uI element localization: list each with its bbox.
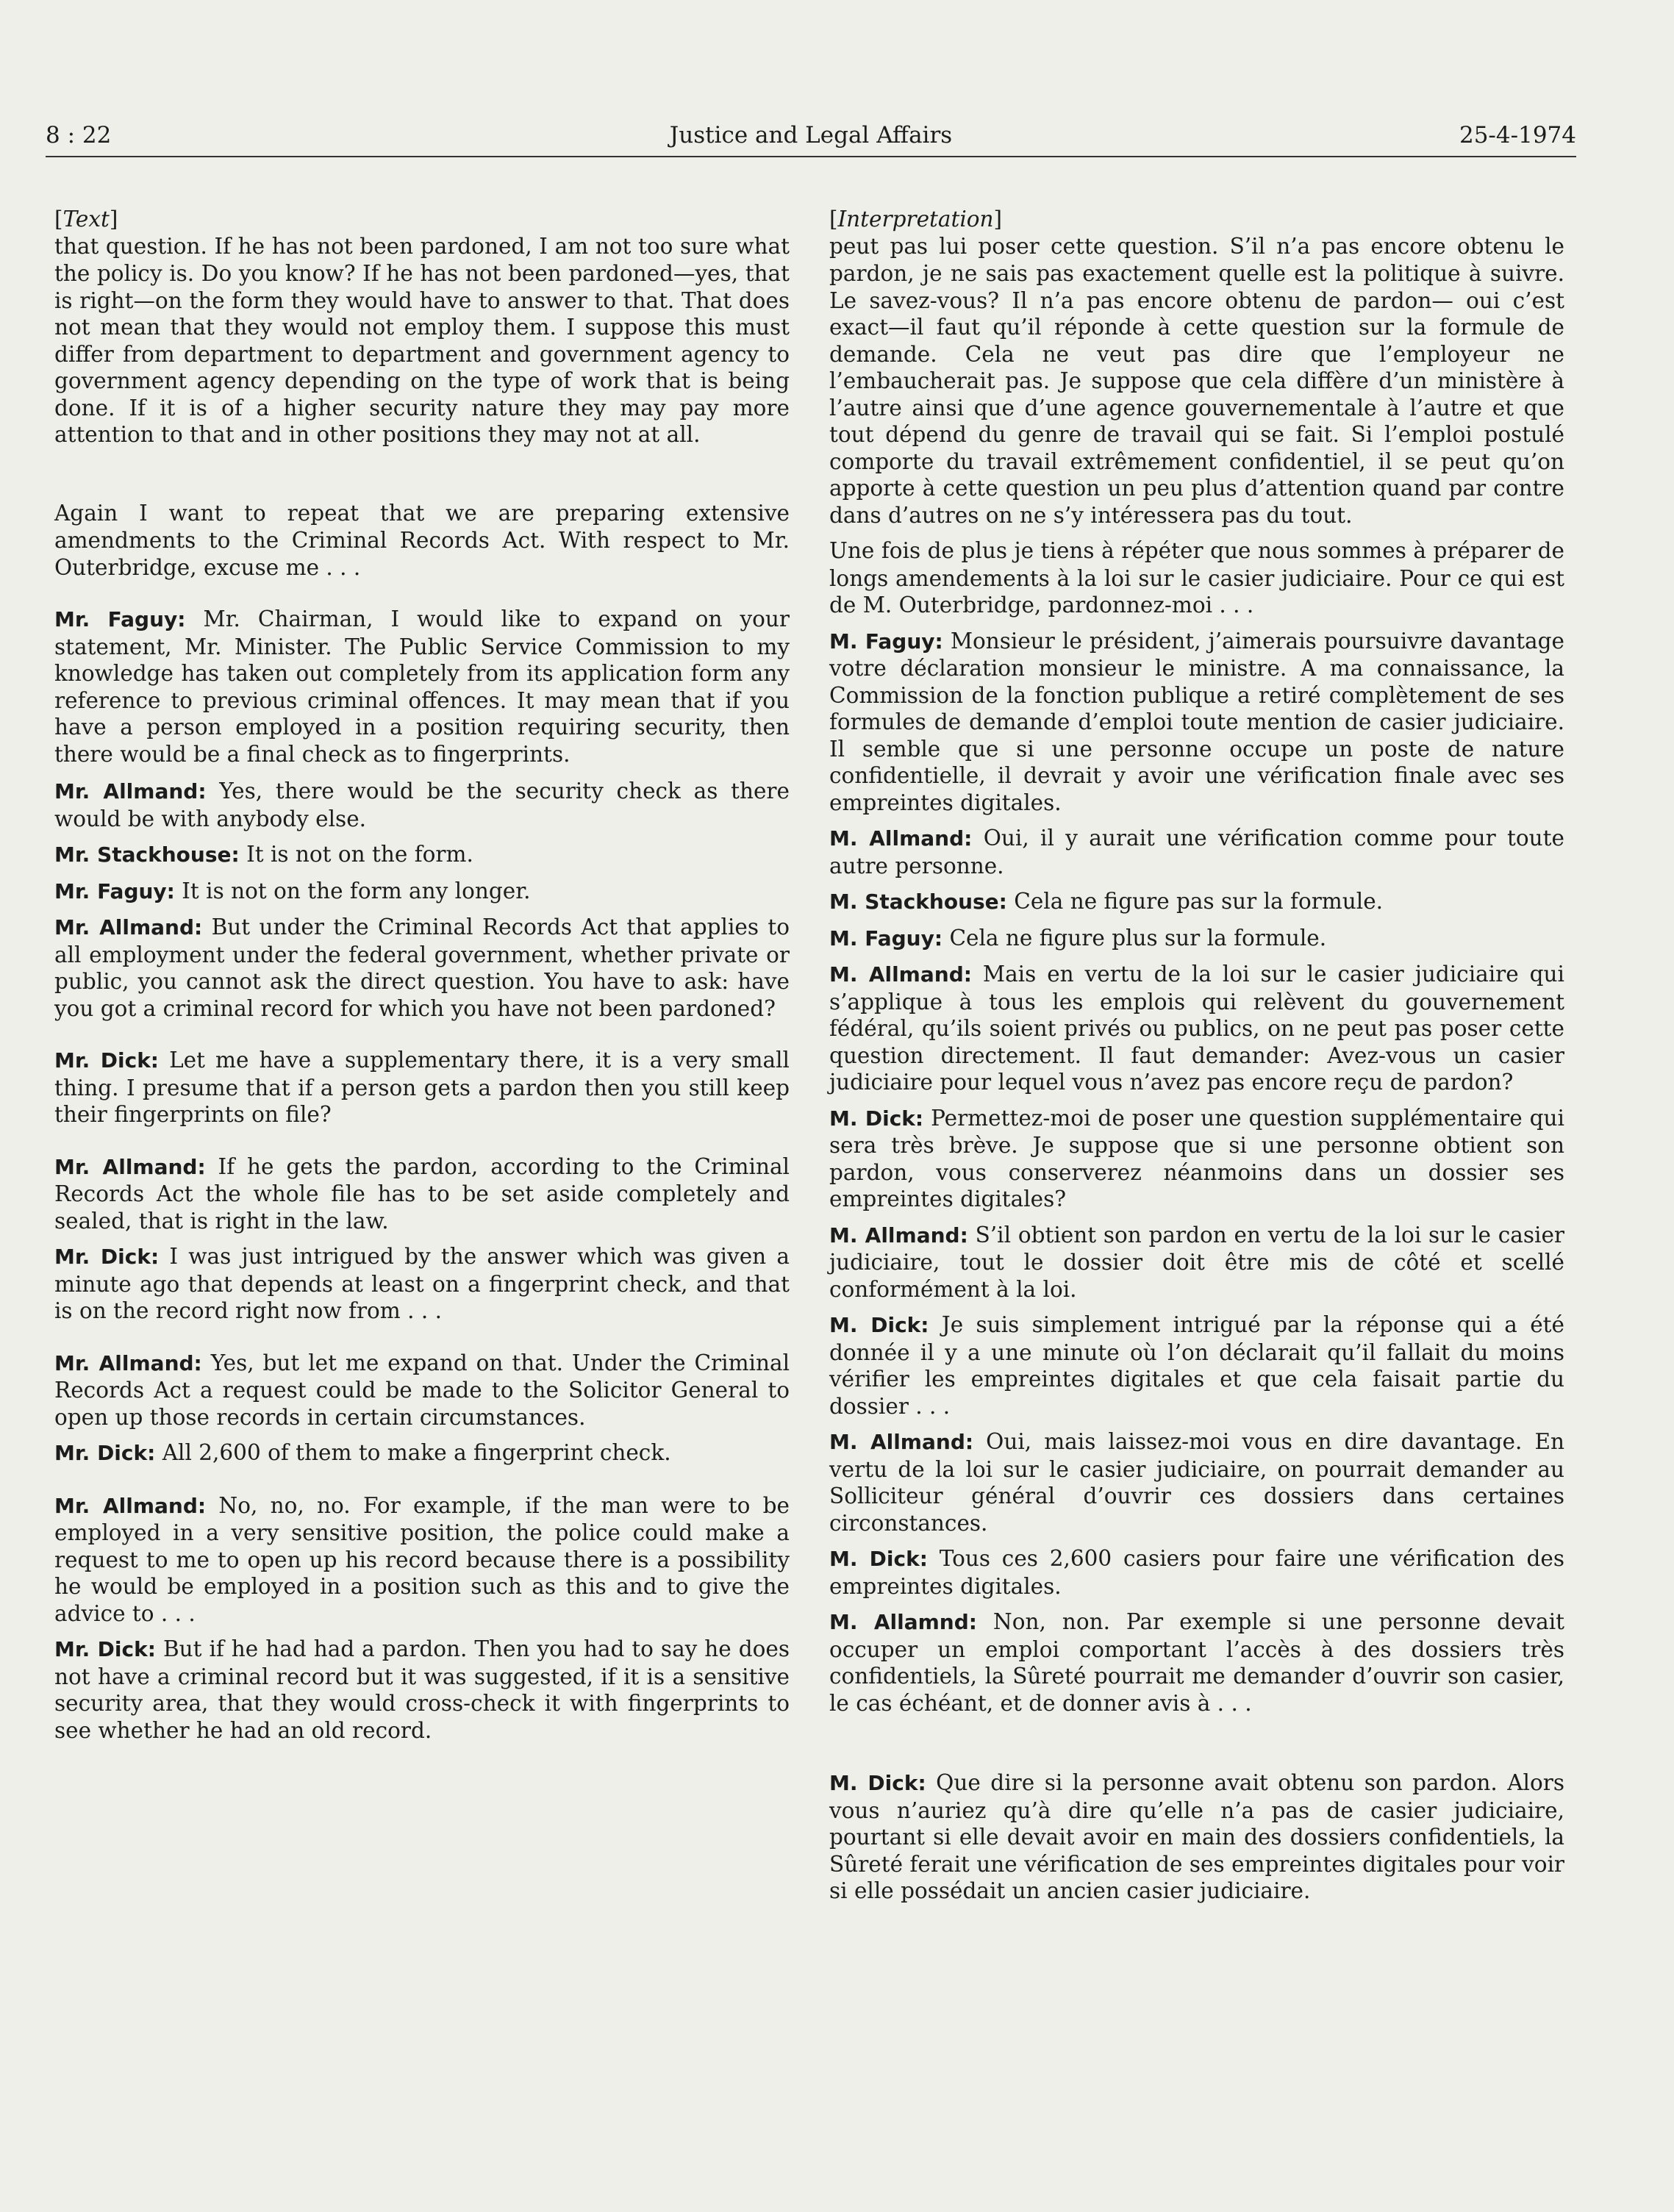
- speaker: M. Allmand:: [829, 826, 973, 851]
- paragraph: [54, 233, 790, 448]
- paragraph: [54, 841, 790, 869]
- paragraph: [54, 1047, 790, 1128]
- speaker: M. Dick:: [829, 1313, 929, 1337]
- speech: But under the Criminal Records Act that applies to all employment under the federal government, whether private or public, you cannot ask the direct question. You have to ask: have you got a criminal record for which you have not been pardoned?: [54, 914, 790, 1021]
- speaker: Mr. Dick:: [54, 1245, 160, 1269]
- speaker: Mr. Faguy:: [54, 607, 186, 631]
- speaker: M. Dick:: [829, 1106, 924, 1131]
- speech: Mais en vertu de la loi sur le casier judiciaire qui s’applique à tous les emplois qui relèvent du gouvernement fédéral, qu’ils soient privés ou publics, on ne peut pas poser cette question directement. Il faut demander: Avez-vous un casier judiciaire pour lequel vous n’avez pas encore reçu de pardon?: [829, 962, 1564, 1095]
- paragraph: [54, 500, 790, 581]
- speech: Again I want to repeat that we are preparing extensive amendments to the Criminal Records Act. With respect to Mr. Outerbridge, excuse me . . .: [54, 500, 790, 580]
- paragraph: [829, 233, 1564, 529]
- speaker: Mr. Allmand:: [54, 915, 203, 939]
- speaker: M. Allamnd:: [829, 1610, 977, 1634]
- page-header: [46, 119, 1576, 157]
- paragraph: [829, 537, 1564, 619]
- column-label: [Interpretation]: [829, 207, 1003, 232]
- speech: S’il obtient son pardon en vertu de la loi sur le casier judiciaire, tout le dossier doit être mis de côté et scellé conformément à la loi.: [829, 1222, 1565, 1302]
- paragraph: [829, 961, 1564, 1096]
- speaker: Mr. Stackhouse:: [54, 842, 240, 867]
- speaker: Mr. Allmand:: [54, 1493, 207, 1518]
- speech: Let me have a supplementary there, it is a very small thing. I presume that if a person gets a pardon then you still keep their fingerprints on file?: [54, 1048, 790, 1127]
- speech: Cela ne figure pas sur la formule.: [1014, 889, 1384, 914]
- speaker: M. Dick:: [829, 1771, 926, 1795]
- speech: No, no, no. For example, if the man were to be employed in a very sensitive position, the police could make a request to me to open up his record because there is a possibility he would be employed in a position such as this and to give the advice to . . .: [54, 1492, 790, 1626]
- paragraph: [54, 1243, 790, 1325]
- speaker: Mr. Allmand:: [54, 779, 207, 803]
- speech: It is not on the form.: [246, 842, 473, 867]
- english-column: [54, 206, 790, 1744]
- paragraph: [829, 1545, 1564, 1600]
- paragraph: [829, 628, 1564, 817]
- speech: Oui, il y aurait une vérification comme pour toute autre personne.: [829, 826, 1564, 878]
- paragraph: [54, 878, 790, 906]
- paragraph: [829, 888, 1564, 916]
- speaker: Mr. Dick:: [54, 1441, 156, 1465]
- paragraph: [829, 825, 1564, 879]
- paragraph: [829, 1311, 1564, 1420]
- paragraph: [54, 1636, 790, 1744]
- speech: Permettez-moi de poser une question supplémentaire qui sera très brève. Je suppose que si une personne obtient son pardon, vous conserverez néanmoins dans un dossier ses empreintes digitales?: [829, 1105, 1564, 1211]
- speech: Une fois de plus je tiens à répéter que nous sommes à préparer de longs amendements à la loi sur le casier judiciaire. Pour ce qui est de M. Outerbridge, pardonnez-moi . . .: [829, 538, 1564, 618]
- speaker: M. Allmand:: [829, 1430, 974, 1454]
- speech: I was just intrigued by the answer which was given a minute ago that depends at least on a fingerprint check, and that is on the record right now from . . .: [54, 1244, 790, 1323]
- speaker: Mr. Faguy:: [54, 878, 175, 903]
- paragraph: [829, 1608, 1564, 1717]
- speaker: Mr. Allmand:: [54, 1154, 206, 1179]
- speech: It is not on the form any longer.: [182, 878, 531, 903]
- paragraph: [54, 914, 790, 1022]
- speech: But if he had had a pardon. Then you had to say he does not have a criminal record but it was suggested, if it is a sensitive security area, that they would cross-check it with fingerprints to see whether he had an old record.: [54, 1636, 790, 1743]
- speaker: M. Faguy:: [829, 926, 943, 951]
- speech: Cela ne figure plus sur la formule.: [949, 925, 1327, 951]
- speaker: M. Stackhouse:: [829, 890, 1007, 914]
- paragraph: [829, 925, 1564, 953]
- speech: All 2,600 of them to make a fingerprint check.: [162, 1440, 671, 1465]
- speech: Que dire si la personne avait obtenu son pardon. Alors vous n’auriez qu’à dire qu’elle n’a pas de casier judiciaire, pourtant si elle devait avoir en main des dossiers confidentiels, la Sûreté ferait une vérification de ses empreintes digitales pour voir si elle possédait un ancien casier judiciaire.: [829, 1770, 1564, 1903]
- column-label: [Text]: [54, 207, 118, 232]
- speaker: M. Allmand:: [829, 1223, 968, 1248]
- speech: Je suis simplement intrigué par la réponse qui a été donnée il y a une minute où l’on déclarait qu’il fallait du moins vérifier les empreintes digitales et que cela faisait partie du dossier . . .: [829, 1312, 1564, 1419]
- speaker: M. Allmand:: [829, 962, 972, 987]
- speech: that question. If he has not been pardoned, I am not too sure what the policy is. Do you know? If he has not been pardoned—yes, that is right—on the form they would have to answer to that. That does not mean that they would not employ them. I suppose this must differ from department to department and government agency to government agency depending on the type of work that is being done. If it is of a higher security nature they may pay more attention to that and in other positions they may not at all.: [54, 233, 790, 447]
- page-number: 8 : 22: [46, 122, 112, 148]
- speaker: Mr. Dick:: [54, 1048, 160, 1073]
- speech: Oui, mais laissez-moi vous en dire davantage. En vertu de la loi sur le casier judiciaire, on pourrait demander au Solliciteur général d’ouvrir ces dossiers dans certaines circonstances.: [829, 1429, 1564, 1536]
- paragraph: [829, 1769, 1564, 1905]
- paragraph: [829, 1222, 1564, 1303]
- speaker: Mr. Allmand:: [54, 1350, 202, 1375]
- paragraph: [54, 1439, 790, 1467]
- paragraph: [54, 1153, 790, 1235]
- page-title: Justice and Legal Affairs: [669, 122, 953, 148]
- speech: If he gets the pardon, according to the Criminal Records Act the whole file has to be set aside completely and sealed, that is right in the law.: [54, 1153, 790, 1234]
- speaker: M. Dick:: [829, 1547, 928, 1571]
- speech: Non, non. Par exemple si une personne devait occuper un emploi comportant l’accès à des dossiers très confidentiels, la Sûreté pourrait me demander d’ouvrir son casier, le cas échéant, et de donner avis à . . .: [829, 1609, 1564, 1716]
- speaker: Mr. Dick:: [54, 1637, 156, 1661]
- speech: Monsieur le président, j’aimerais poursuivre davantage votre déclaration monsieur le ministre. A ma connaissance, la Commission de la fonction publique a retiré complètement de ses formules de demande d’emploi toute mention de casier judiciaire. Il semble que si une personne occupe un poste de nature confidentielle, il devrait y avoir une vérification finale avec ses empreintes digitales.: [829, 628, 1564, 815]
- speech: Yes, but let me expand on that. Under the Criminal Records Act a request could be made to the Solicitor General to open up those records in certain circumstances.: [54, 1350, 790, 1430]
- speech: Yes, there would be the security check as there would be with anybody else.: [54, 779, 790, 831]
- paragraph: [54, 778, 790, 832]
- french-column: [829, 206, 1564, 1905]
- paragraph: [829, 1105, 1564, 1213]
- speech: peut pas lui poser cette question. S’il n’a pas encore obtenu le pardon, je ne sais pas exactement quelle est la politique à suivre. Le savez-vous? Il n’a pas encore obtenu de pardon— oui c’est exact—il faut qu’il réponde à cette question sur la formule de demande. Cela ne veut pas dire que l’employeur ne l’embaucherait pas. Je suppose que cela diffère d’un ministère à l’autre ainsi que d’une agence gouvernementale à l’autre et que tout dépend du genre de travail qui se fait. Si l’emploi postulé comporte du travail extrêmement confidentiel, il se peut qu’on apporte à cette question un peu plus d’attention quand par contre dans d’autres on ne s’y intéressera pas du tout.: [829, 233, 1564, 528]
- speaker: M. Faguy:: [829, 629, 943, 654]
- speech: Mr. Chairman, I would like to expand on your statement, Mr. Minister. The Public Service Commission to my knowledge has taken out completely from its application form any reference to previous criminal offences. It may mean that if you have a person employed in a position requiring security, then there would be a final check as to fingerprints.: [54, 606, 790, 767]
- page-date: 25-4-1974: [1459, 122, 1576, 148]
- paragraph: [829, 1428, 1564, 1536]
- paragraph: [54, 606, 790, 767]
- speech: Tous ces 2,600 casiers pour faire une vérification des empreintes digitales.: [829, 1546, 1564, 1599]
- paragraph: [54, 1492, 790, 1628]
- paragraph: [54, 1350, 790, 1431]
